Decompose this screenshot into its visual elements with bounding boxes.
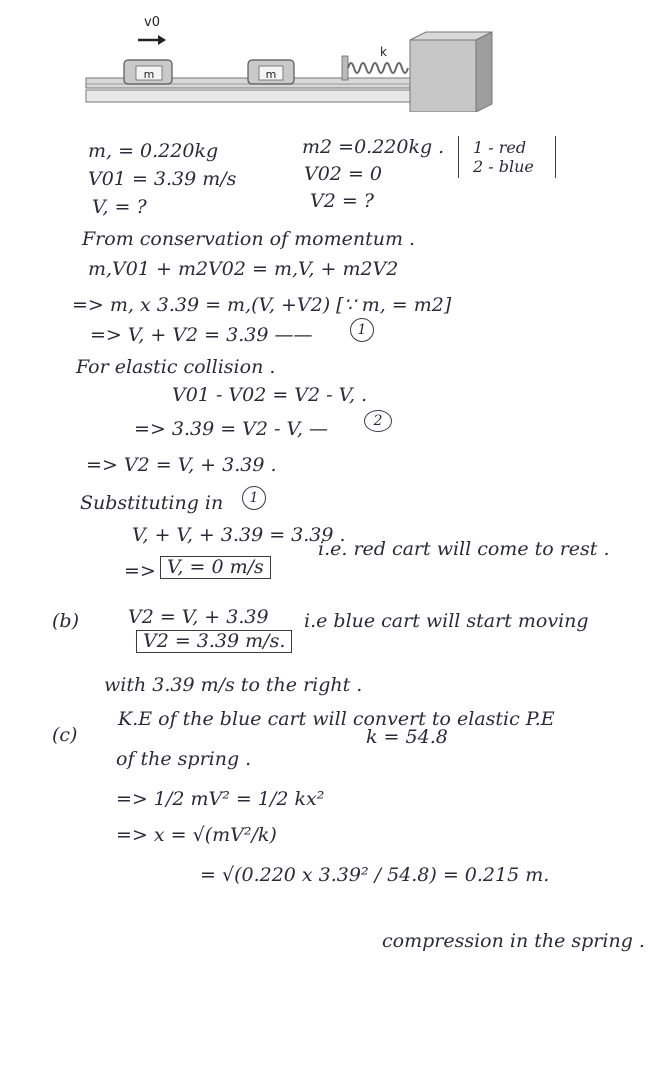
given-v1: V, = ? — [92, 196, 147, 218]
given-m1: m, = 0.220kg — [88, 140, 219, 162]
line-substituting: Substituting in — [80, 492, 224, 514]
cart-2-label: m — [265, 68, 277, 81]
line-compression: compression in the spring . — [382, 930, 645, 952]
given-v2: V2 = ? — [310, 190, 374, 212]
line-blue-moving: i.e blue cart will start moving — [304, 610, 589, 632]
part-b-label: (b) — [52, 610, 79, 632]
line-elastic-heading: For elastic collision . — [76, 356, 276, 378]
circled-2: 2 — [364, 410, 392, 432]
line-momentum-sub: => m, x 3.39 = m,(V, +V2) [∵ m, = m2] — [72, 294, 452, 316]
line-momentum-eq: m,V01 + m2V02 = m,V, + m2V2 — [88, 258, 399, 280]
line-momentum-heading: From conservation of momentum . — [82, 228, 416, 250]
line-sub-eq: V, + V, + 3.39 = 3.39 . — [132, 524, 346, 546]
line-eq-2: => 3.39 = V2 - V, — — [134, 418, 328, 440]
line-x-value: = √(0.220 x 3.39² / 54.8) = 0.215 m. — [200, 864, 550, 886]
line-to-right: with 3.39 m/s to the right . — [104, 674, 363, 696]
circled-3: 1 — [242, 486, 266, 510]
result-v2-box: V2 = 3.39 m/s. — [136, 630, 292, 653]
velocity-label: v0 — [144, 15, 160, 30]
color-key — [458, 136, 556, 178]
velocity-arrowhead — [158, 35, 166, 45]
line-elastic-eq: V01 - V02 = V2 - V, . — [172, 384, 368, 406]
line-v2-expr: => V2 = V, + 3.39 . — [86, 454, 277, 476]
spring-bumper — [342, 56, 348, 80]
track-base — [86, 90, 426, 102]
line-red-rest: i.e. red cart will come to rest . — [318, 538, 610, 560]
spring-coil — [348, 63, 408, 73]
key-blue: 2 - blue — [473, 157, 534, 176]
carts-spring-figure — [80, 0, 500, 112]
given-m2: m2 =0.220kg . — [302, 136, 445, 158]
line-x-formula: => x = √(mV²/k) — [116, 824, 277, 846]
line-eq-1: => V, + V2 = 3.39 —— — [90, 324, 313, 346]
part-c-label: (c) — [52, 724, 78, 746]
wall-block — [410, 40, 476, 112]
cart-1-label: m — [143, 68, 155, 81]
line-implies: => — [124, 560, 156, 582]
given-v01: V01 = 3.39 m/s — [88, 168, 237, 190]
circled-1: 1 — [350, 318, 374, 342]
given-v02: V02 = 0 — [304, 163, 382, 185]
collision-diagram — [80, 0, 500, 112]
line-k-value: k = 54.8 — [366, 726, 448, 748]
key-red: 1 - red — [473, 138, 527, 157]
result-v1-box: V, = 0 m/s — [160, 556, 271, 579]
spring-label: k — [380, 45, 387, 59]
line-energy-eq: => 1/2 mV² = 1/2 kx² — [116, 788, 325, 810]
line-of-spring: of the spring . — [116, 748, 252, 770]
line-ke-convert: K.E of the blue cart will convert to elastic P.E — [118, 708, 555, 730]
line-v2-b: V2 = V, + 3.39 — [128, 606, 269, 628]
